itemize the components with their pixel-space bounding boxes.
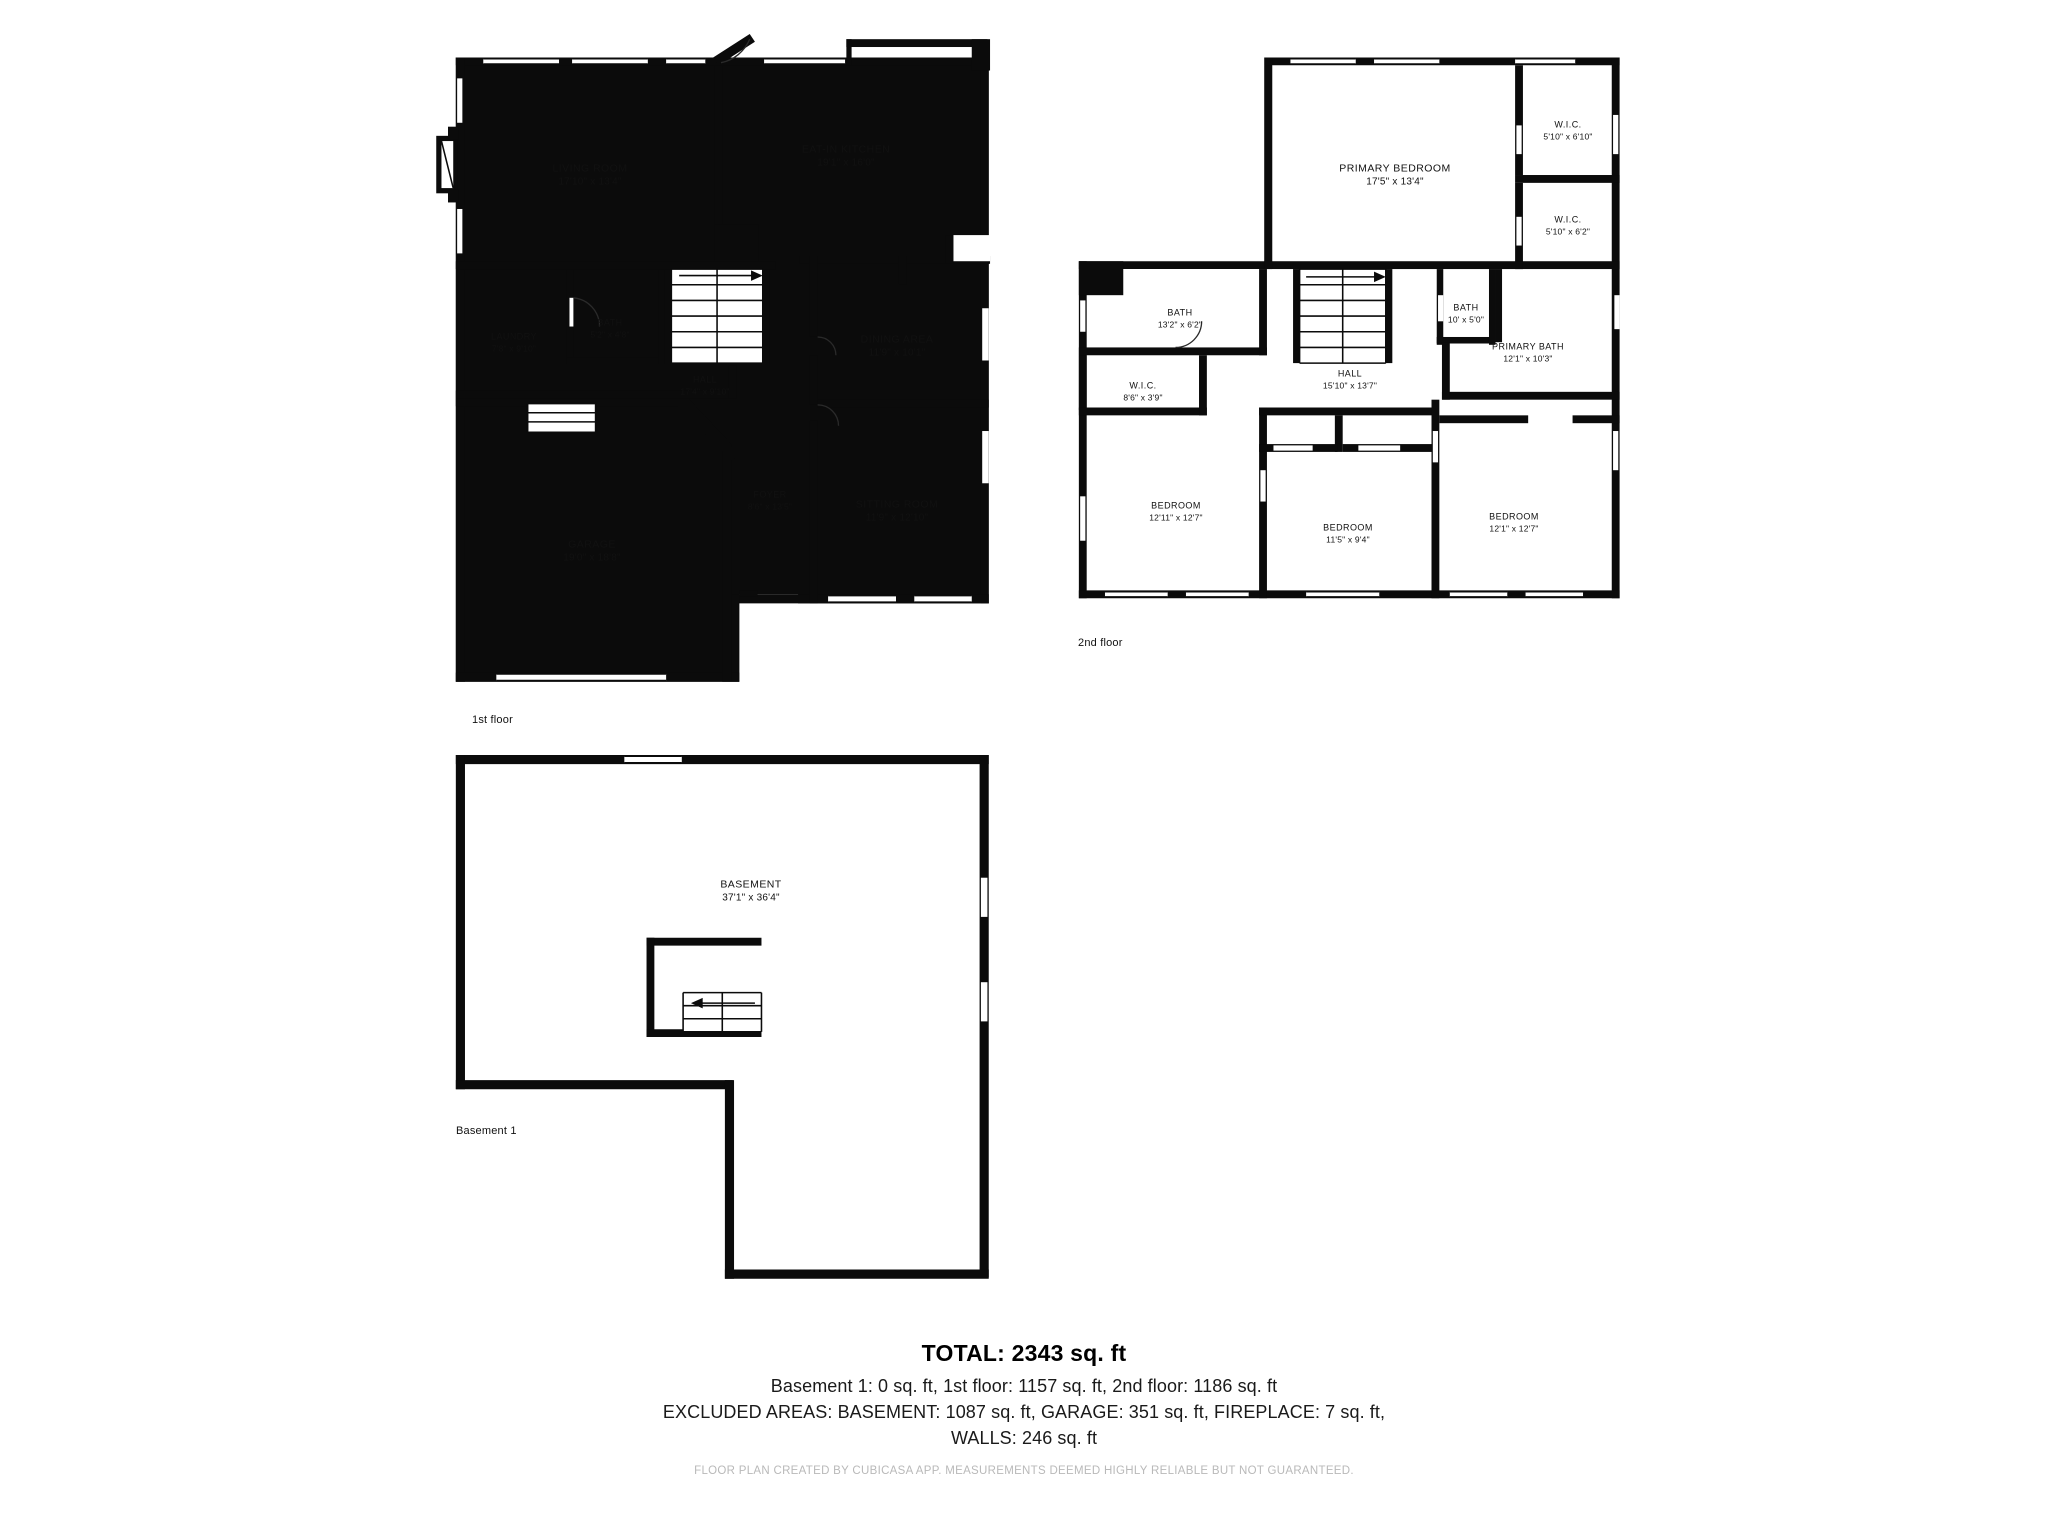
room-name: W.I.C. [1554, 214, 1582, 225]
area-breakdown: Basement 1: 0 sq. ft, 1st floor: 1157 sq. ft, 2nd floor: 1186 sq. ft [770, 1376, 1278, 1396]
room-dimensions: 17'5" x 13'4" [1366, 176, 1424, 188]
room-name: BATH [597, 317, 623, 328]
room-dimensions: 11'9" x 12'10" [865, 512, 929, 524]
second-floor-geometry [1079, 57, 1620, 598]
room-name: HALL [1337, 368, 1363, 379]
room-dimensions: 19'0" x 18'8" [563, 552, 621, 564]
first-floor-geometry [436, 34, 990, 682]
room-dimensions: 13'2" x 6'2" [1157, 319, 1203, 330]
footer-disclaimer: FLOOR PLAN CREATED BY CUBICASA APP. MEASUREMENTS DEEMED HIGHLY RELIABLE BUT NOT GUARANTEED. [694, 1465, 1354, 1477]
basement-geometry [456, 755, 989, 1279]
excluded-areas-line-2: WALLS: 246 sq. ft [950, 1428, 1098, 1449]
room-dimensions: 5'10" x 6'10" [1543, 131, 1593, 142]
room-name: SITTING ROOM [855, 498, 939, 511]
room-dimensions: 8'6" x 13'5" [747, 501, 793, 512]
area-summary [0, 1340, 2048, 1451]
room-name: BATH [1453, 302, 1479, 313]
room-dimensions: 15'10" x 13'7" [1322, 380, 1378, 391]
room-name: DINING AREA [860, 333, 934, 346]
room-dimensions: 17'4" x 9'10" [680, 386, 730, 397]
room-dimensions: 8'6" x 3'9" [1123, 392, 1163, 403]
room-name: BEDROOM [1151, 500, 1201, 511]
room-name: BATH [1167, 307, 1193, 318]
caption-first-floor: 1st floor [472, 714, 513, 726]
caption-basement: Basement 1 [456, 1125, 517, 1137]
room-name: EAT-IN KITCHEN [801, 143, 891, 156]
room-name: GARAGE [568, 538, 616, 551]
room-dimensions: 12'1" x 10'3" [1503, 353, 1553, 364]
total-area: TOTAL: 2343 sq. ft [921, 1340, 1127, 1366]
room-dimensions: 12'11" x 12'7" [1149, 512, 1203, 523]
room-dimensions: 11'9" x 10'1" [868, 347, 926, 359]
room-name: W.I.C. [1554, 119, 1582, 130]
room-dimensions: 17'10" x 13'4" [558, 176, 622, 188]
room-dimensions: 11'5" x 9'4" [1326, 534, 1370, 545]
room-name: BEDROOM [1323, 522, 1373, 533]
room-name: BASEMENT [720, 878, 782, 891]
room-name: LIVING ROOM [552, 162, 628, 175]
room-dimensions: 10' x 5'0" [1447, 314, 1485, 325]
room-name: FOYER [753, 489, 787, 500]
room-name: PRIMARY BEDROOM [1339, 162, 1451, 175]
room-dimensions: 7'8" x 9'10" [491, 343, 537, 354]
excluded-areas-line-1: EXCLUDED AREAS: BASEMENT: 1087 sq. ft, GARAGE: 351 sq. ft, FIREPLACE: 7 sq. ft, [662, 1402, 1386, 1423]
room-name: HALL [692, 374, 718, 385]
room-name: PRIMARY BATH [1492, 341, 1564, 352]
room-dimensions: 37'1" x 36'4" [722, 892, 780, 904]
room-dimensions: 5'10" x 6'2" [1545, 226, 1591, 237]
room-name: BEDROOM [1489, 511, 1539, 522]
room-dimensions: 19'1" x 16'0" [817, 157, 875, 169]
room-dimensions: 5'2" x 4'8" [590, 329, 630, 340]
room-dimensions: 12'1" x 12'7" [1489, 523, 1539, 534]
room-name: W.I.C. [1129, 380, 1157, 391]
caption-second-floor: 2nd floor [1078, 637, 1123, 649]
room-name: LAUNDRY [491, 331, 537, 342]
